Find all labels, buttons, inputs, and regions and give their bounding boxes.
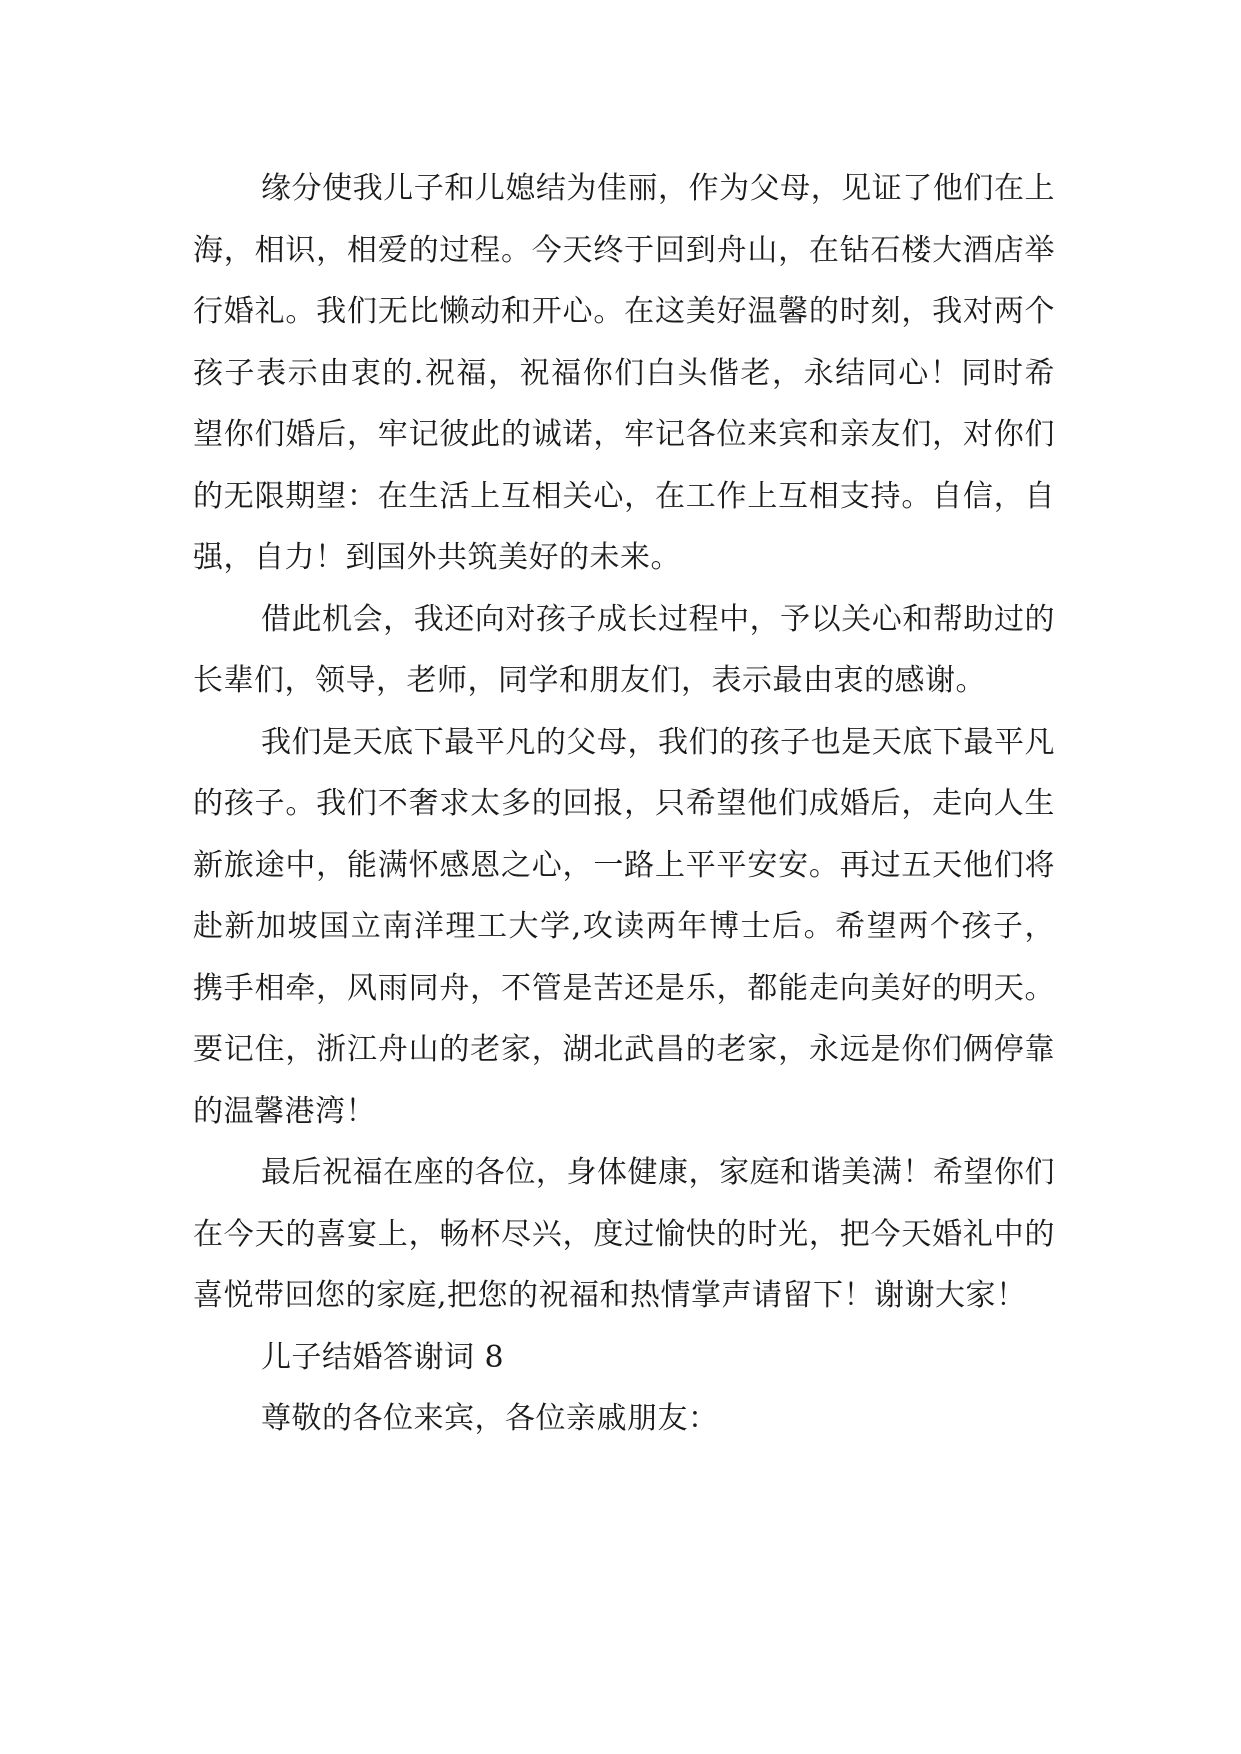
greeting-line: 尊敬的各位来宾，各位亲戚朋友： — [261, 1401, 719, 1436]
paragraph-ordinary-parents: 我们是天底下最平凡的父母，我们的孩子也是天底下最平凡的孩子。我们不奢求太多的回报，只希望他们成婚后，走向人生新旅途中，能满怀感恩之心，一路上平平安安。再过五天他们将赴新加坡国立南洋理工大学,攻读两年博士后。希望两个孩子，携手相牵，风雨同舟，不管是苦还是乐，都能走向美好的明天。要记住，浙江舟山的老家，湖北武昌的老家，永远是你们俩停靠的温馨港湾！ — [193, 724, 1055, 1129]
section-title: 儿子结婚答谢词 8 — [261, 1339, 505, 1375]
document-body — [193, 158, 1055, 1450]
paragraph-closing-blessing: 最后祝福在座的各位，身体健康，家庭和谐美满！希望你们在今天的喜宴上，畅杯尽兴，度过愉快的时光，把今天婚礼中的喜悦带回您的家庭,把您的祝福和热情掌声请留下！谢谢大家！ — [193, 1155, 1055, 1313]
paragraph-wedding-blessing: 缘分使我儿子和儿媳结为佳丽，作为父母，见证了他们在上海，相识，相爱的过程。今天终于回到舟山，在钻石楼大酒店举行婚礼。我们无比懒动和开心。在这美好温馨的时刻，我对两个孩子表示由衷的.祝福，祝福你们白头偕老，永结同心！同时希望你们婚后，牢记彼此的诚诺，牢记各位来宾和亲友们，对你们的无限期望：在生活上互相关心，在工作上互相支持。自信，自强，自力！到国外共筑美好的未来。 — [193, 171, 1055, 575]
paragraph-thanks-elders: 借此机会，我还向对孩子成长过程中，予以关心和帮助过的长辈们，领导，老师，同学和朋友们，表示最由衷的感谢。 — [193, 601, 1055, 698]
